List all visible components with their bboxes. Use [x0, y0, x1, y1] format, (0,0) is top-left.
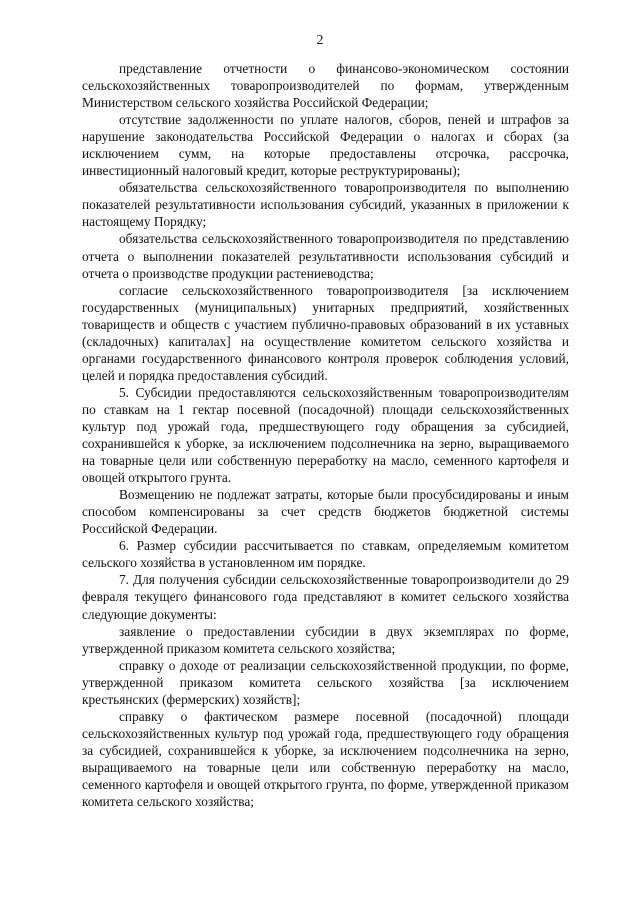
- document-body: [82, 60, 569, 810]
- paragraph: согласие сельскохозяйственного товаропроизводителя [за исключением государственных (муниципальных) унитарных предприятий, хозяйственных товариществ и обществ с участием публично-правовых образований в их уставных (складочных) капиталах] на осуществление комитетом сельского хозяйства и органами государственного финансового контроля проверок соблюдения условий, целей и порядка предоставления субсидий.: [82, 282, 569, 383]
- paragraph: 5. Субсидии предоставляются сельскохозяйственным товаропроизводителям по ставкам на 1 гектар посевной (посадочной) площади сельскохозяйственных культур под урожай года, предшествующего году обращения за субсидией, сохранившейся к уборке, за исключением подсолнечника на зерно, выращиваемого на товарные цели или собственную переработку на масло, семенного картофеля и овощей открытого грунта.: [82, 384, 569, 486]
- paragraph: справку о фактическом размере посевной (посадочной) площади сельскохозяйственных культур под урожай года, предшествующего году обращения за субсидией, сохранившейся к уборке, за исключением подсолнечника на зерно, выращиваемого на товарные цели или собственную переработку на масло, семенного картофеля и овощей открытого грунта, по форме, утвержденной приказом комитета сельского хозяйства;: [82, 708, 569, 810]
- paragraph: представление отчетности о финансово-экономическом состоянии сельскохозяйственных товаропроизводителей по формам, утвержденным Министерством сельского хозяйства Российской Федерации;: [82, 61, 569, 111]
- paragraph: справку о доходе от реализации сельскохозяйственной продукции, по форме, утвержденной приказом комитета сельского хозяйства [за исключением крестьянских (фермерских) хозяйств];: [82, 657, 569, 707]
- page-number: 2: [316, 33, 324, 48]
- paragraph: отсутствие задолженности по уплате налогов, сборов, пеней и штрафов за нарушение законодательства Российской Федерации о налогах и сборах (за исключением сумм, на которые предоставлены отсрочка, рассрочка, инвестиционный налоговый кредит, которые реструктурированы);: [82, 112, 569, 179]
- paragraph: 6. Размер субсидии рассчитывается по ставкам, определяемым комитетом сельского хозяйства в установленном им порядке.: [82, 538, 569, 571]
- paragraph: заявление о предоставлении субсидии в двух экземплярах по форме, утвержденной приказом комитета сельского хозяйства;: [82, 623, 569, 656]
- paragraph: обязательства сельскохозяйственного товаропроизводителя по представлению отчета о выполнении показателей результативности использования субсидий и отчета о производстве продукции растениеводства;: [82, 231, 569, 281]
- paragraph: 7. Для получения субсидии сельскохозяйственные товаропроизводители до 29 февраля текущего финансового года представляют в комитет сельского хозяйства следующие документы:: [82, 572, 569, 622]
- paragraph: обязательства сельскохозяйственного товаропроизводителя по выполнению показателей результативности использования субсидий, указанных в приложении к настоящему Порядку;: [82, 180, 569, 230]
- paragraph: Возмещению не подлежат затраты, которые были просубсидированы и иным способом компенсированы за счет средств бюджетов бюджетной системы Российской Федерации.: [82, 487, 569, 537]
